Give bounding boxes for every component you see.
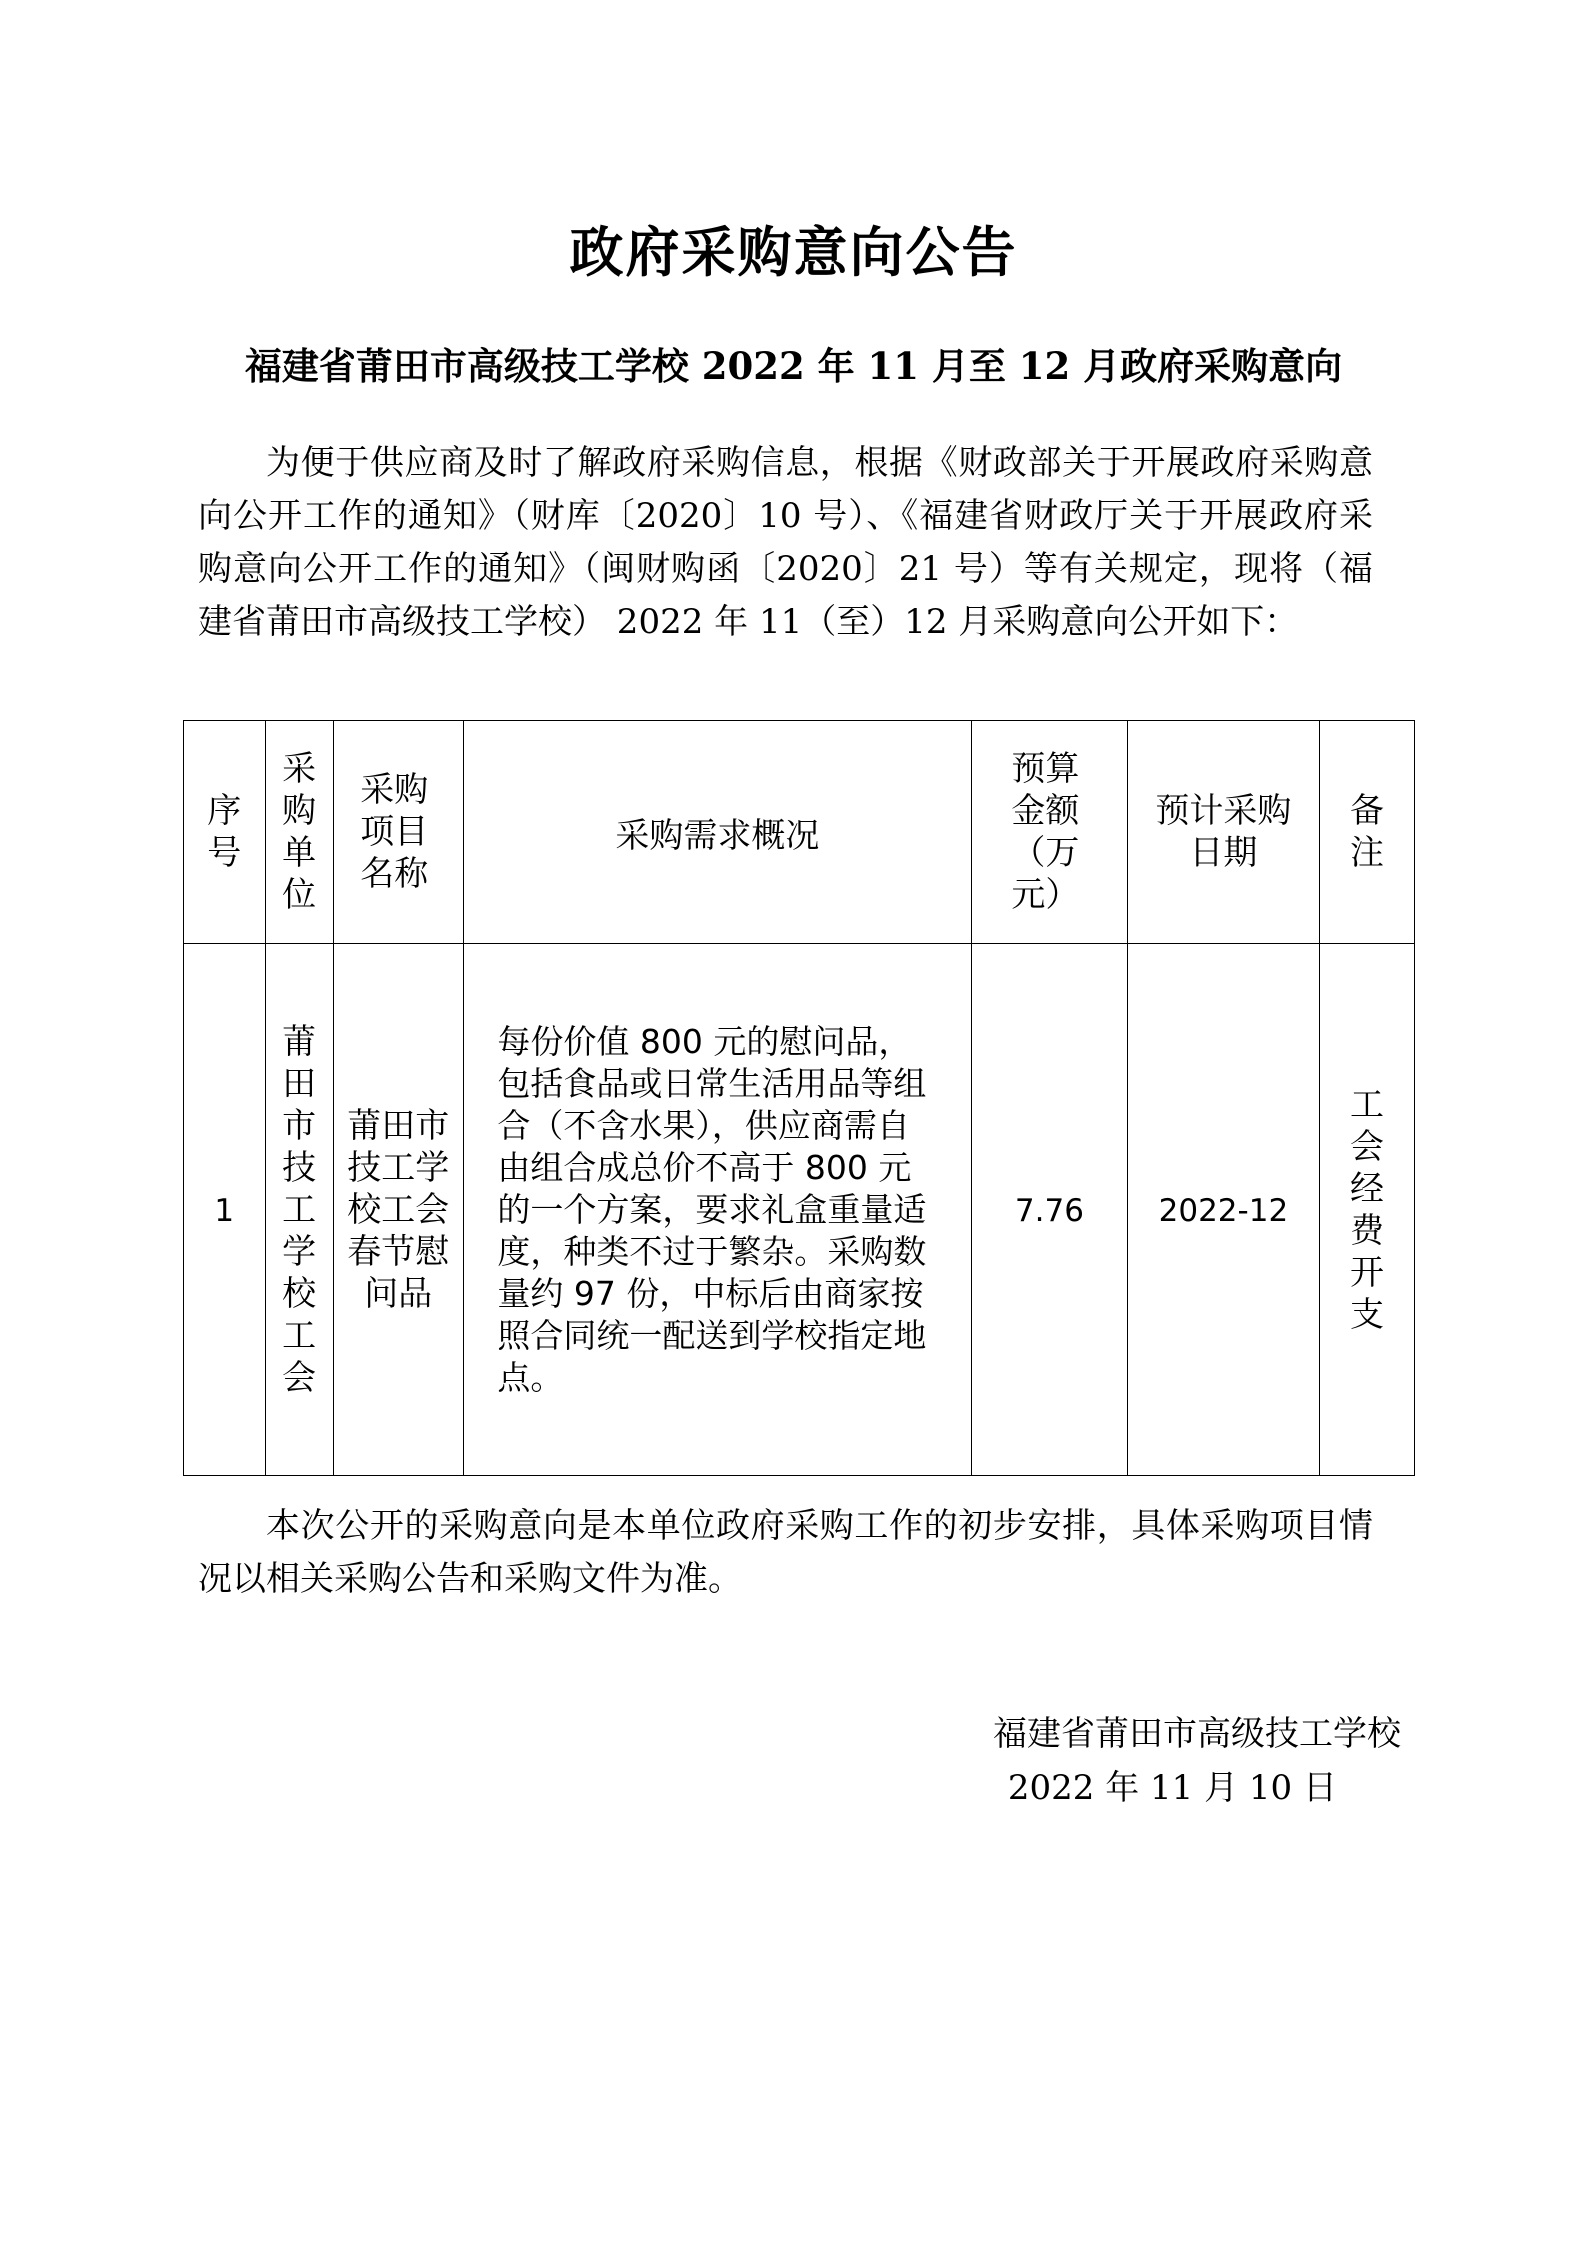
procurement-intent-table bbox=[183, 720, 1415, 1476]
cell-unit-value: 莆田市技工学校工会 bbox=[282, 1021, 317, 1398]
cell-seq bbox=[184, 944, 266, 1476]
header-unit-label: 采购单位 bbox=[282, 749, 317, 915]
header-remark-label: 备注 bbox=[1349, 791, 1384, 873]
header-project-label: 采购项目名称 bbox=[360, 770, 429, 894]
page-title: 政府采购意向公告 bbox=[569, 220, 1018, 284]
header-budget bbox=[971, 721, 1127, 944]
header-unit bbox=[265, 721, 333, 944]
cell-remark-value: 工会经费开支 bbox=[1349, 1084, 1384, 1335]
header-requirement-label: 采购需求概况 bbox=[615, 815, 820, 856]
header-seq-label: 序号 bbox=[207, 791, 242, 873]
header-remark bbox=[1319, 721, 1414, 944]
signature-date: 2022 年 11 月 10 日 bbox=[1007, 1768, 1337, 1808]
signature-organization: 福建省莆田市高级技工学校 bbox=[993, 1714, 1401, 1754]
cell-project bbox=[333, 944, 463, 1476]
cell-project-value: 莆田市技工学校工会春节慰问品 bbox=[347, 1105, 450, 1314]
table-row bbox=[184, 944, 1415, 1476]
cell-budget bbox=[971, 944, 1127, 1476]
header-budget-label: 预算金额（万元） bbox=[1011, 749, 1080, 915]
table-header-row bbox=[184, 721, 1415, 944]
cell-seq-value: 1 bbox=[214, 1192, 235, 1229]
cell-date bbox=[1127, 944, 1319, 1476]
cell-budget-value: 7.76 bbox=[1014, 1192, 1084, 1229]
cell-date-value: 2022-12 bbox=[1158, 1192, 1289, 1229]
closing-paragraph: 本次公开的采购意向是本单位政府采购工作的初步安排，具体采购项目情况以相关采购公告和采购文件为准。 bbox=[198, 1506, 1373, 1599]
header-seq bbox=[184, 721, 266, 944]
header-project bbox=[333, 721, 463, 944]
intro-paragraph: 为便于供应商及时了解政府采购信息，根据《财政部关于开展政府采购意向公开工作的通知》（财库〔2020〕10 号）、《福建省财政厅关于开展政府采购意向公开工作的通知》（闽财购函〔2020〕21 号）等有关规定，现将（福建省莆田市高级技工学校） 2022 年 11（至）12 月采购意向公开如下： bbox=[198, 443, 1373, 642]
cell-requirement bbox=[463, 944, 971, 1476]
cell-remark bbox=[1319, 944, 1414, 1476]
document-subtitle: 福建省莆田市高级技工学校 2022 年 11 月至 12 月政府采购意向 bbox=[244, 344, 1343, 388]
cell-requirement-value: 每份价值 800 元的慰问品，包括食品或日常生活用品等组合（不含水果），供应商需自由组合成总价不高于 800 元的一个方案，要求礼盒重量适度，种类不过于繁杂。采购数量约 97 份，中标后由商家按照合同统一配送到学校指定地点。 bbox=[497, 1021, 927, 1397]
header-requirement bbox=[463, 721, 971, 944]
header-date bbox=[1127, 721, 1319, 944]
header-date-label: 预计采购日期 bbox=[1155, 791, 1292, 873]
cell-unit bbox=[265, 944, 333, 1476]
